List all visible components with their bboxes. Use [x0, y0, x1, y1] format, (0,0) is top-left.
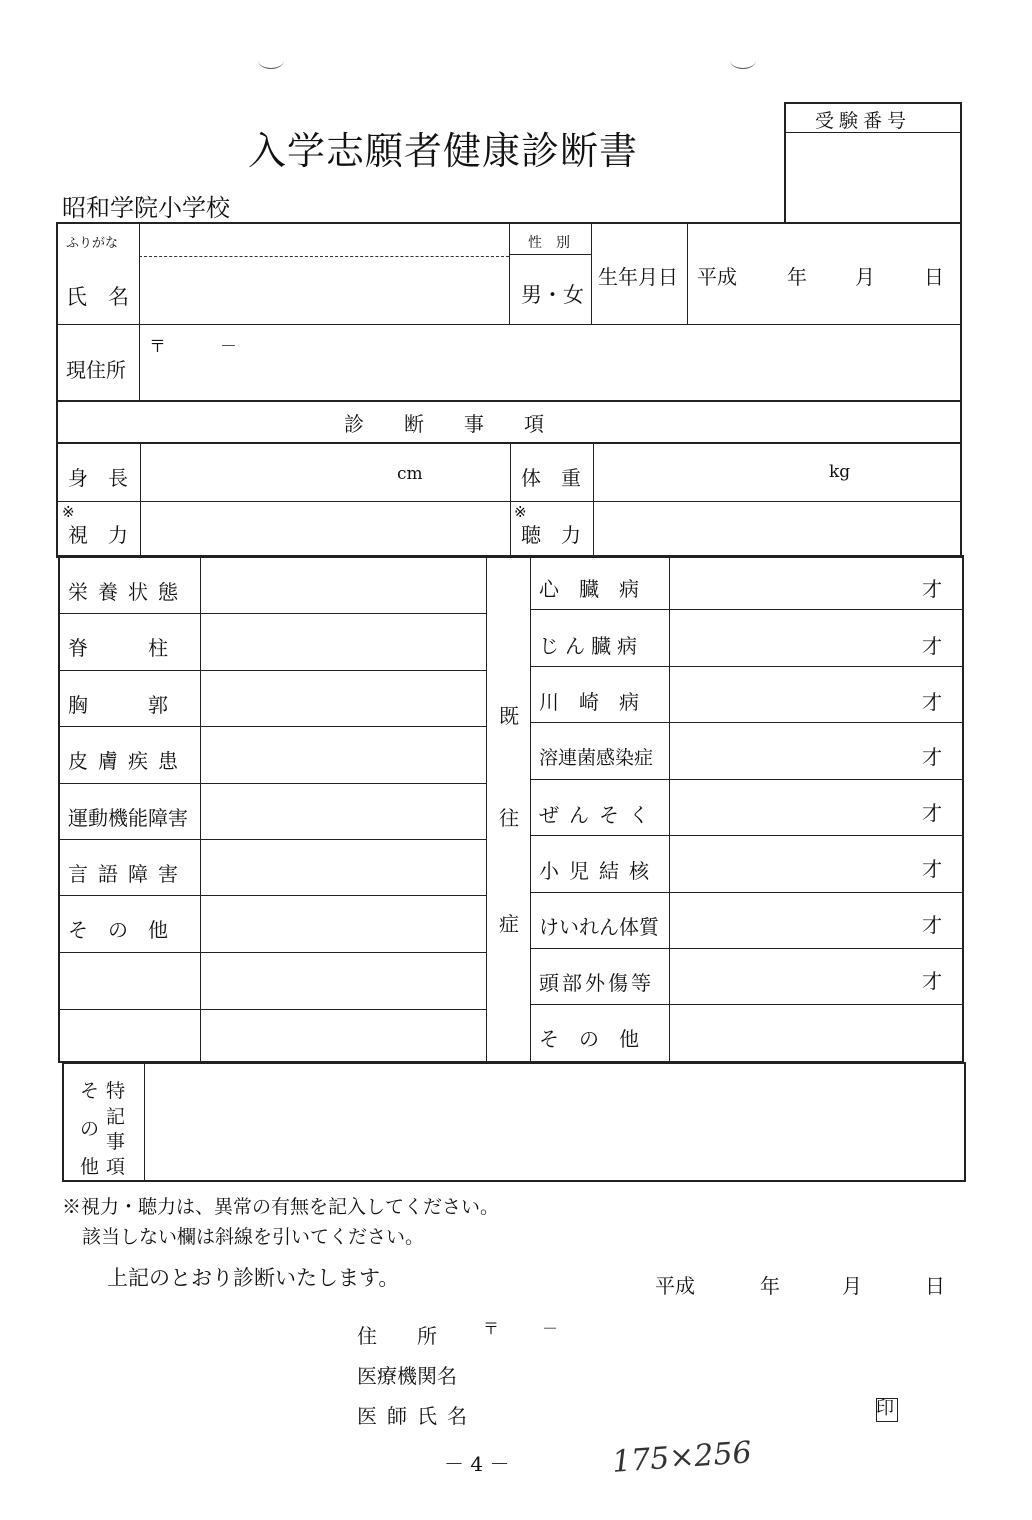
tuberculosis-label: 小児結核	[539, 859, 659, 883]
punch-hole-left	[258, 52, 284, 69]
other-right-label: そ の 他	[539, 1027, 639, 1051]
remarks-label-left-2: の	[80, 1118, 100, 1140]
furigana-label: ふりがな	[66, 236, 119, 251]
tuberculosis-input[interactable]	[672, 837, 912, 890]
age-suffix-8: 才	[922, 969, 942, 993]
age-suffix-3: 才	[922, 690, 942, 714]
address-label: 現住所	[66, 358, 126, 382]
vision-asterisk: ※	[62, 503, 75, 521]
kidney-disease-input[interactable]	[672, 611, 912, 664]
remarks-label-left-3: 他	[80, 1156, 100, 1178]
institution-input[interactable]	[470, 1358, 940, 1386]
hearing-label: 聴 力	[521, 523, 581, 547]
remarks-label-right-2: 記	[106, 1106, 126, 1128]
document-title: 入学志願者健康診断書	[248, 129, 639, 173]
age-suffix-1: 才	[922, 577, 942, 601]
chest-label: 胸 郭	[68, 693, 168, 717]
strep-label: 溶連菌感染症	[539, 747, 654, 769]
other-right-input[interactable]	[672, 1006, 960, 1060]
motor-input[interactable]	[203, 785, 483, 837]
convulsion-label: けいれん体質	[539, 915, 659, 939]
institution-label: 医療機関名	[357, 1364, 457, 1388]
doctor-name-input[interactable]	[470, 1398, 870, 1426]
certification-statement: 上記のとおり診断いたします。	[107, 1266, 400, 1290]
birth-year-label: 年	[787, 265, 807, 289]
skin-input[interactable]	[203, 728, 483, 781]
age-suffix-6: 才	[922, 857, 942, 881]
cert-era: 平成	[655, 1274, 695, 1298]
vision-label: 視 力	[68, 523, 128, 547]
name-label: 氏 名	[66, 285, 129, 309]
weight-unit: kg	[829, 462, 851, 482]
head-injury-input[interactable]	[672, 950, 912, 1002]
strep-input[interactable]	[672, 724, 912, 777]
page-number: － 4 －	[444, 1452, 510, 1476]
kawasaki-label: 川 崎 病	[539, 690, 639, 714]
remarks-label-right-1: 特	[106, 1080, 126, 1102]
hearing-input[interactable]	[596, 504, 958, 556]
remarks-label-right-3: 事	[106, 1131, 126, 1153]
remarks-label-left-1: そ	[80, 1080, 100, 1102]
postal-mark: 〒	[149, 337, 166, 357]
cert-month: 月	[842, 1274, 862, 1298]
note-line-2: 該当しない欄は斜線を引いてください。	[82, 1226, 425, 1248]
furigana-input[interactable]	[142, 226, 506, 254]
remarks-label-right-4: 項	[106, 1156, 126, 1178]
hearing-asterisk: ※	[514, 503, 527, 521]
motor-disorder-label: 運動機能障害	[68, 806, 188, 830]
punch-hole-right	[730, 52, 756, 69]
weight-label: 体 重	[521, 466, 581, 490]
other-left-label: そ の 他	[68, 918, 168, 942]
other-left-input[interactable]	[203, 897, 483, 950]
exam-number-label: 受験番号	[815, 110, 912, 132]
asthma-label: ぜんそく	[539, 803, 659, 827]
spine-input[interactable]	[203, 615, 483, 668]
birth-date-label: 生年月日	[598, 265, 678, 289]
head-injury-label: 頭部外傷等	[539, 971, 654, 995]
birth-era: 平成	[697, 265, 737, 289]
history-label-1: 既	[499, 704, 519, 728]
history-label-2: 往	[499, 806, 519, 830]
cert-postal-dash: －	[542, 1319, 559, 1338]
cert-year: 年	[760, 1274, 780, 1298]
height-label: 身 長	[68, 466, 128, 490]
history-label-3: 症	[499, 912, 519, 936]
heart-disease-label: 心 臓 病	[539, 577, 639, 601]
birth-day-label: 日	[924, 265, 944, 289]
skin-disease-label: 皮膚疾患	[68, 749, 188, 773]
handwritten-size-note: 175×256	[610, 1435, 753, 1480]
gender-label: 性 別	[528, 235, 570, 251]
age-suffix-4: 才	[922, 745, 942, 769]
remarks-input[interactable]	[147, 1065, 963, 1179]
weight-input[interactable]	[596, 445, 824, 499]
diagnosis-header: 診 断 事 項	[344, 412, 544, 436]
age-suffix-5: 才	[922, 801, 942, 825]
school-name: 昭和学院小学校	[62, 194, 230, 222]
kidney-disease-label: じん臓病	[539, 634, 643, 658]
height-unit: cm	[397, 464, 423, 484]
chest-input[interactable]	[203, 672, 483, 724]
age-suffix-2: 才	[922, 634, 942, 658]
doctor-name-label: 医師氏名	[357, 1404, 477, 1428]
address-input[interactable]	[142, 356, 958, 400]
cert-address-input[interactable]	[500, 1318, 940, 1346]
note-line-1: ※視力・聴力は、異常の有無を記入してください。	[62, 1196, 500, 1218]
kawasaki-input[interactable]	[672, 668, 912, 720]
spine-label: 脊 柱	[68, 636, 168, 660]
seal-label: 印	[876, 1398, 894, 1419]
exam-number-field[interactable]	[786, 134, 960, 222]
speech-disorder-label: 言語障害	[68, 862, 188, 886]
heart-disease-input[interactable]	[672, 558, 912, 607]
nutrition-label: 栄養状態	[68, 580, 188, 604]
cert-day: 日	[925, 1274, 945, 1298]
nutrition-input[interactable]	[203, 558, 483, 611]
height-input[interactable]	[143, 445, 393, 499]
cert-postal-mark: 〒	[483, 1319, 500, 1338]
gender-options[interactable]: 男・女	[521, 283, 584, 307]
speech-input[interactable]	[203, 841, 483, 893]
convulsion-input[interactable]	[672, 894, 912, 946]
vision-input[interactable]	[143, 504, 507, 556]
cert-address-label: 住 所	[357, 1324, 437, 1348]
age-suffix-7: 才	[922, 913, 942, 937]
asthma-input[interactable]	[672, 781, 912, 833]
postal-dash: －	[220, 337, 237, 357]
birth-month-label: 月	[855, 265, 875, 289]
name-input[interactable]	[142, 260, 506, 322]
